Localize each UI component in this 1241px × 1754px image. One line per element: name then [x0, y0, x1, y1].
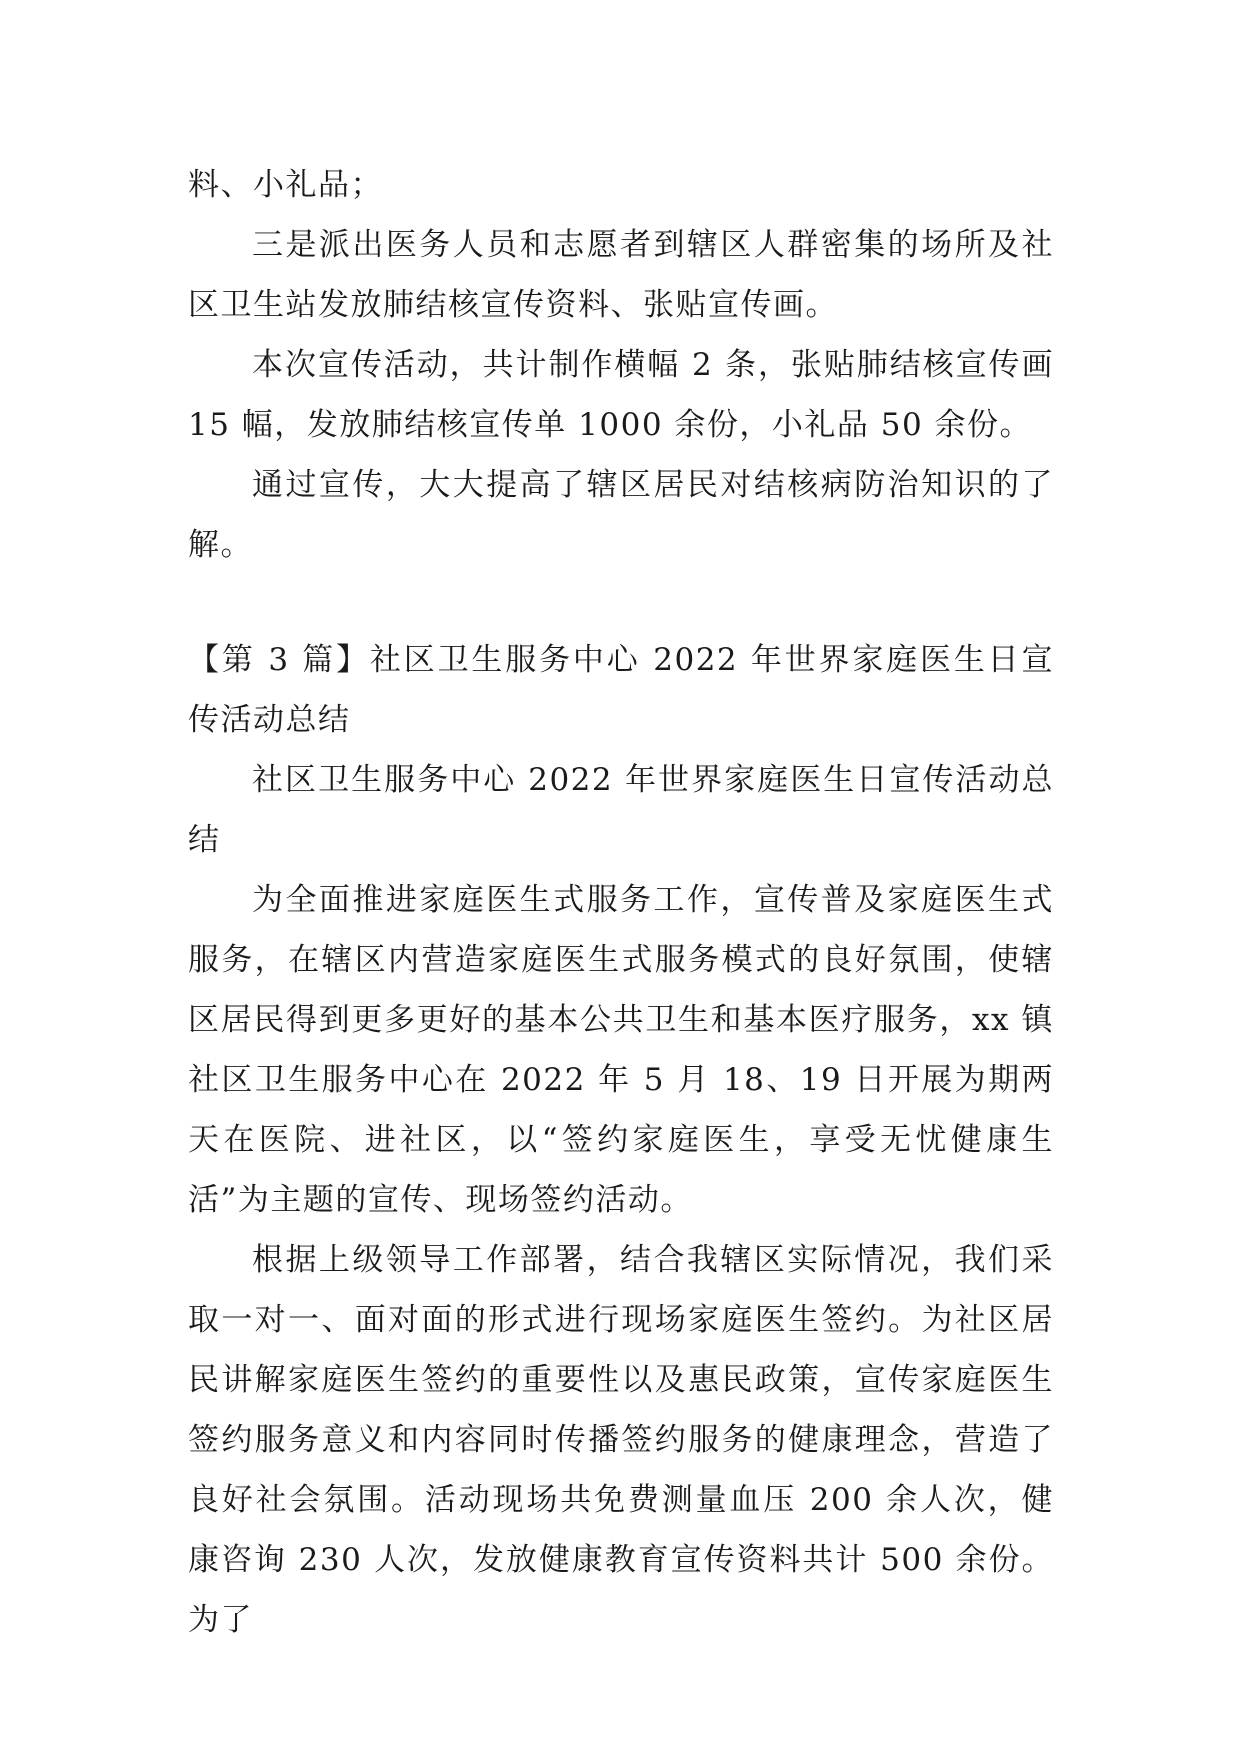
section-subtitle: 社区卫生服务中心 2022 年世界家庭医生日宣传活动总结 — [188, 762, 1054, 858]
paragraph-statistics: 本次宣传活动，共计制作横幅 2 条，张贴肺结核宣传画 15 幅，发放肺结核宣传单 1000 余份，小礼品 50 余份。 — [188, 347, 1054, 443]
section-heading: 【第 3 篇】社区卫生服务中心 2022 年世界家庭医生日宣传活动总结 — [188, 642, 1054, 738]
paragraph-continuation: 料、小礼品； — [188, 167, 383, 203]
paragraph-result: 通过宣传，大大提高了辖区居民对结核病防治知识的了解。 — [188, 467, 1054, 563]
paragraph-third-point: 三是派出医务人员和志愿者到辖区人群密集的场所及社区卫生站发放肺结核宣传资料、张贴宣传画。 — [188, 227, 1054, 323]
paragraph-method: 根据上级领导工作部署，结合我辖区实际情况，我们采取一对一、面对面的形式进行现场家庭医生签约。为社区居民讲解家庭医生签约的重要性以及惠民政策，宣传家庭医生签约服务意义和内容同时传播签约服务的健康理念，营造了良好社会氛围。活动现场共免费测量血压 200 余人次，健康咨询 230 人次，发放健康教育宣传资料共计 500 余份。为了 — [188, 1242, 1054, 1638]
paragraph-intro: 为全面推进家庭医生式服务工作，宣传普及家庭医生式服务，在辖区内营造家庭医生式服务模式的良好氛围，使辖区居民得到更多更好的基本公共卫生和基本医疗服务，xx 镇社区卫生服务中心在 2022 年 5 月 18、19 日开展为期两天在医院、进社区，以“签约家庭医生，享受无忧健康生活”为主题的宣传、现场签约活动。 — [188, 882, 1054, 1218]
